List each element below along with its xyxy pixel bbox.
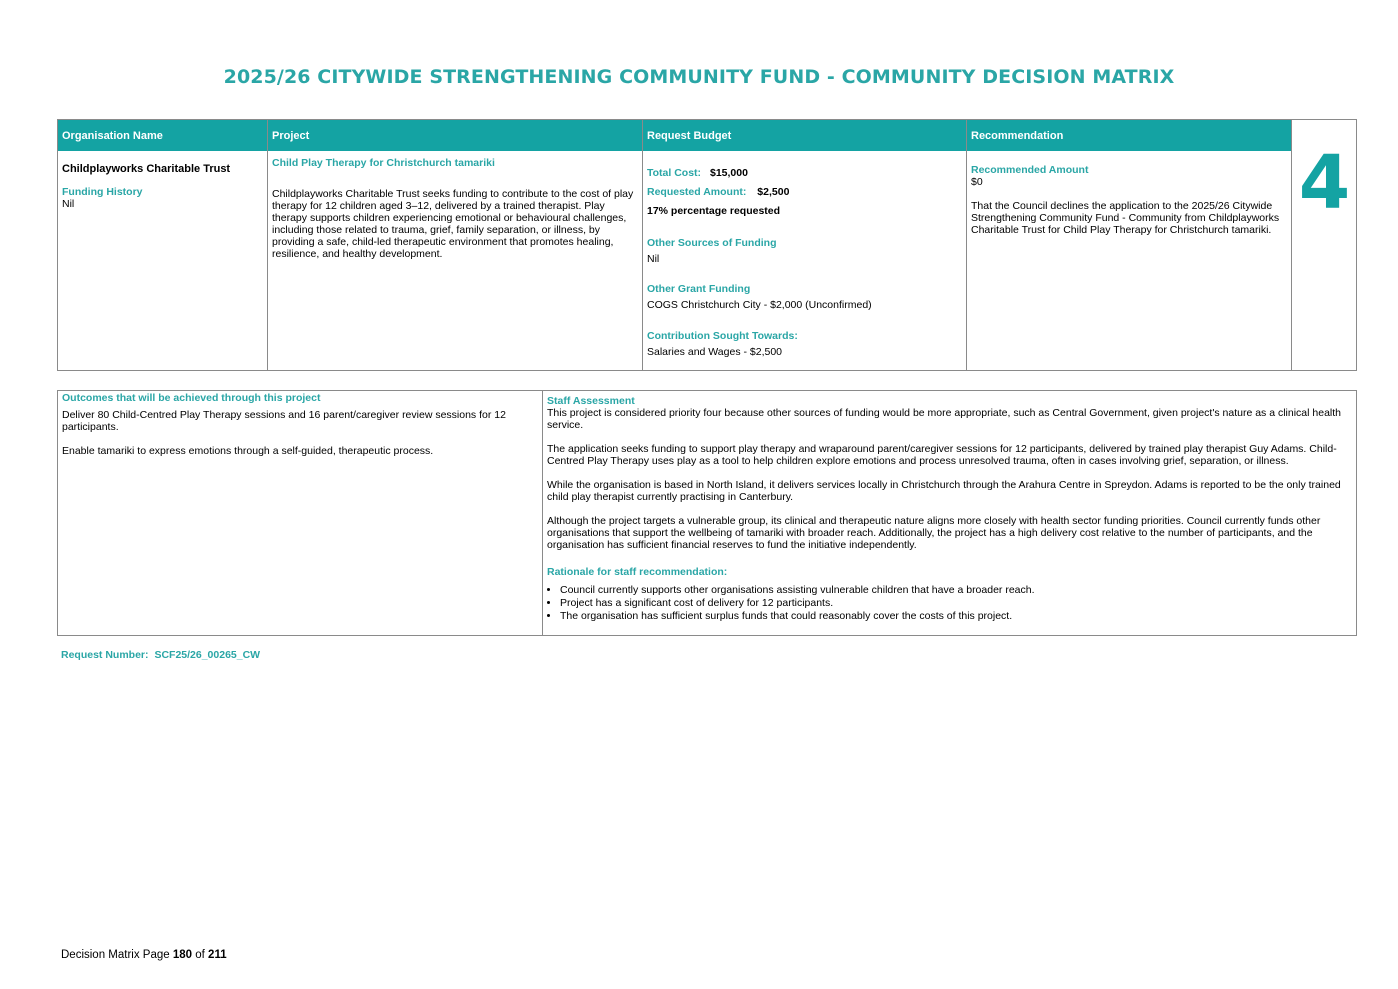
rationale-item: • Council currently supports other organisations assisting vulnerable children that have a broader reach.: [560, 584, 1352, 597]
priority-column: [1292, 120, 1357, 370]
project-header: Project: [268, 120, 642, 151]
project-description: Childplayworks Charitable Trust seeks funding to contribute to the cost of play therapy for 12 children aged 3–12, delivered by a trained therapist. Play therapy supports children experiencing emotional or behavioural challenges, including those related to trauma, grief, family separation, or illness, by providing a safe, child-led therapeutic environment that promotes healing, resilience, and healthy development.: [272, 188, 634, 260]
budget-header: Request Budget: [643, 120, 966, 151]
funding-history-label: Funding History: [62, 186, 143, 198]
other-sources-label: Other Sources of Funding: [647, 237, 777, 249]
other-grant-value: COGS Christchurch City - $2,000 (Unconfirmed): [647, 299, 872, 311]
recommended-amount-label: Recommended Amount: [971, 164, 1089, 176]
staff-assessment-cell: [543, 391, 1356, 635]
outcomes-cell: [58, 391, 543, 635]
total-cost-value: $15,000: [709, 167, 748, 179]
recommendation-text: That the Council declines the application to the 2025/26 Citywide Strengthening Community Fund - Community from Childplayworks Charitable Trust for Child Play Therapy for Christchurch tamariki.: [971, 200, 1280, 236]
page-title: 2025/26 CITYWIDE STRENGTHENING COMMUNITY FUND - COMMUNITY DECISION MATRIX: [223, 66, 1175, 88]
staff-assessment-label: Staff Assessment: [547, 395, 635, 407]
total-cost-row: [647, 167, 962, 179]
footer-page-number: 180: [172, 949, 193, 961]
contribution-value: Salaries and Wages - $2,500: [647, 346, 783, 358]
rationale-item: • The organisation has sufficient surplus funds that could reasonably cover the costs of this project.: [560, 610, 1352, 623]
requested-value: $2,500: [757, 186, 790, 198]
organisation-column: [58, 120, 268, 370]
rationale-item: • Project has a significant cost of delivery for 12 participants.: [560, 597, 1352, 610]
other-sources-value: Nil: [647, 253, 660, 265]
recommended-amount-value: $0: [971, 176, 983, 188]
rationale-list: [547, 584, 1352, 623]
percentage-requested: 17% percentage requested: [647, 205, 781, 217]
organisation-header: Organisation Name: [58, 120, 267, 151]
footer-of: of: [195, 949, 205, 961]
recommendation-header: Recommendation: [967, 120, 1291, 151]
outcome-item: Enable tamariki to express emotions through a self-guided, therapeutic process.: [62, 445, 434, 457]
assessment-paragraph: While the organisation is based in North Island, it delivers services locally in Christchurch through the Arahura Centre in Spreydon. Adams is reported to be the only trained child play therapist currently practising in Canterbury.: [547, 479, 1341, 503]
project-column: [268, 120, 643, 370]
contribution-label: Contribution Sought Towards:: [647, 330, 798, 342]
priority-number: 4: [1298, 140, 1351, 226]
footer-prefix: Decision Matrix Page: [61, 949, 170, 961]
requested-row: [647, 186, 962, 198]
outcomes-label: Outcomes that will be achieved through this project: [62, 392, 321, 404]
budget-column: [643, 120, 967, 370]
other-grant-label: Other Grant Funding: [647, 283, 751, 295]
assessment-paragraph: This project is considered priority four because other sources of funding would be more appropriate, such as Central Government, given project's nature as a clinical health service.: [547, 407, 1342, 431]
assessment-paragraph: The application seeks funding to support play therapy and wraparound parent/caregiver sessions for 12 participants, delivered by trained play therapist Guy Adams. Child-Centred Play Therapy uses play as a tool to help children explore emotions and process unresolved trauma, often in cases involving grief, separation, or illness.: [547, 443, 1337, 467]
outcome-item: Deliver 80 Child-Centred Play Therapy sessions and 16 parent/caregiver review sessions for 12 participants.: [62, 409, 506, 433]
funding-history-value: Nil: [62, 198, 75, 210]
footer-total-pages: 211: [208, 949, 227, 961]
assessment-table: [57, 390, 1357, 636]
requested-label: Requested Amount:: [647, 186, 747, 198]
rationale-label: Rationale for staff recommendation:: [547, 566, 728, 578]
page-footer: [61, 949, 227, 961]
project-title: Child Play Therapy for Christchurch tamariki: [272, 157, 495, 169]
total-cost-label: Total Cost:: [647, 167, 702, 179]
request-number-label: Request Number:: [61, 649, 149, 661]
request-number: [61, 649, 260, 661]
recommendation-column: [967, 120, 1292, 370]
assessment-paragraph: Although the project targets a vulnerable group, its clinical and therapeutic nature aligns more closely with health sector funding priorities. Council currently funds other organisations that support the wellbeing of tamariki with broader reach. Additionally, the project has a high delivery cost relative to the number of participants, and the organisation has sufficient financial reserves to fund the initiative independently.: [547, 515, 1321, 551]
decision-matrix-table: [57, 119, 1357, 371]
request-number-value: SCF25/26_00265_CW: [154, 649, 261, 661]
organisation-name: Childplayworks Charitable Trust: [62, 163, 231, 175]
